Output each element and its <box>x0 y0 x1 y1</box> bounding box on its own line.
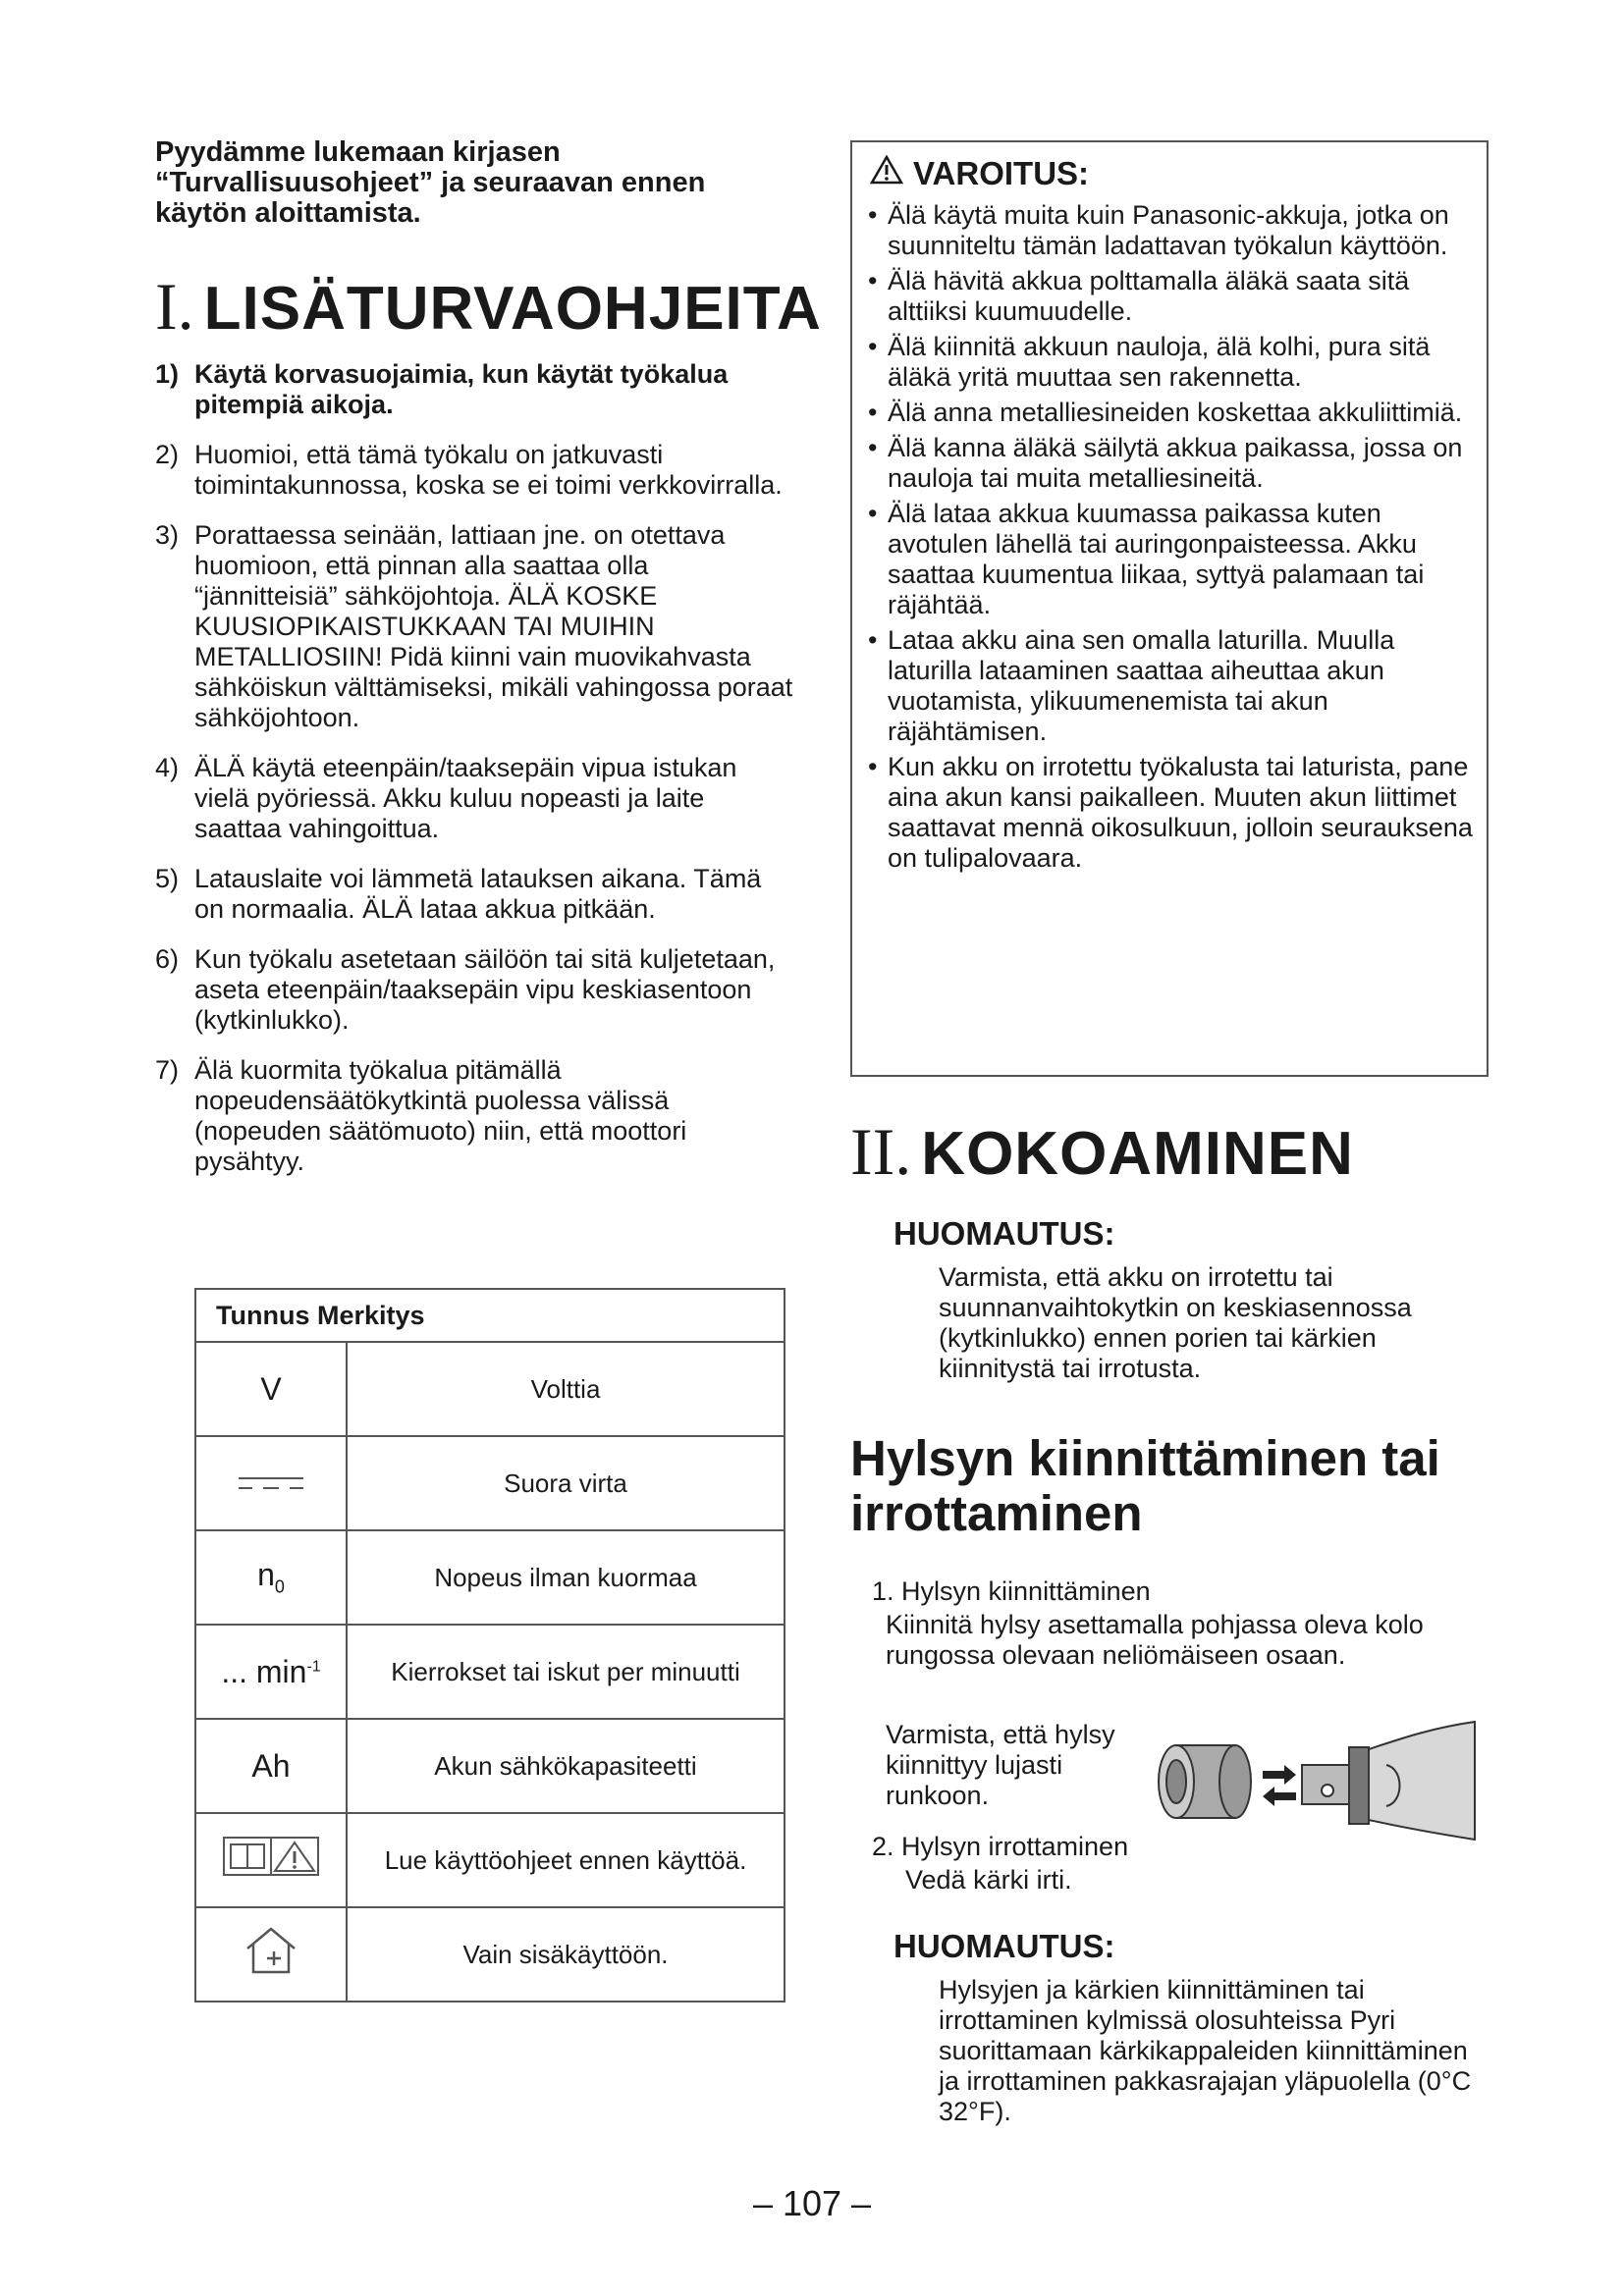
table-row <box>195 1719 785 1813</box>
warning-item: • Älä anna metalliesineiden koskettaa akkuliittimiä. <box>868 398 1477 428</box>
meaning-cell: Suora virta <box>347 1436 785 1530</box>
safety-item: 1) Käytä korvasuojaimia, kun käytät työkalua pitempiä aikoja. <box>155 359 729 419</box>
table-row <box>195 1625 785 1719</box>
warning-item: • Lataa akku aina sen omalla laturilla. Muulla laturilla lataaminen saattaa aiheuttaa akun vuotamista, ylikuumenemista tai akun räjähtämisen. <box>868 625 1477 747</box>
table-row <box>195 1530 785 1625</box>
section-1-roman: I <box>155 269 178 344</box>
indoor-only-icon <box>195 1907 347 2002</box>
assembly-subheading: Hylsyn kiinnittäminen tai irrottaminen <box>850 1430 1440 1541</box>
dc-icon <box>195 1436 347 1530</box>
safety-item: 7) Älä kuormita työkalua pitämällä nopeudensäätökytkintä puolessa välissä (nopeuden säätömuoto) niin, että moottori pysähtyy. <box>155 1055 687 1176</box>
table-row <box>195 1813 785 1907</box>
table-header-row <box>195 1289 785 1342</box>
section-1-heading: I . LISÄTURVAOHJEITA <box>155 269 822 344</box>
step-2-text: Vedä kärki irti. <box>905 1865 1072 1895</box>
warning-item: • Älä käytä muita kuin Panasonic-akkuja, jotka on suunniteltu tämän ladattavan työkalun käyttöön. <box>868 200 1477 261</box>
left-column <box>155 136 822 1197</box>
safety-item: 6) Kun työkalu asetetaan säilöön tai sitä kuljetetaan, aseta eteenpäin/taaksepäin vipu keskiasentoon (kytkinlukko). <box>155 944 776 1035</box>
section-1-title: LISÄTURVAOHJEITA <box>203 275 822 343</box>
warning-item: • Älä kiinnitä akkuun nauloja, älä kolhi, pura sitä äläkä yritä muuttaa sen rakennetta. <box>868 332 1477 393</box>
safety-item: 5) Latauslaite voi lämmetä latauksen aikana. Tämä on normaalia. ÄLÄ lataa akkua pitkään. <box>155 864 762 924</box>
page-number: – 107 – <box>752 2183 872 2223</box>
intro-text: Pyydämme lukemaan kirjasen “Turvallisuusohjeet” ja seuraavan ennen käytön aloittamista. <box>155 136 706 229</box>
warning-item: • Älä kanna äläkä säilytä akkua paikassa, jossa on nauloja tai muita metalliesineitä. <box>868 433 1477 494</box>
step-1-title: 1. Hylsyn kiinnittäminen <box>872 1576 1151 1606</box>
safety-item: 2) Huomioi, että tämä työkalu on jatkuvasti toimintakunnossa, koska se ei toimi verkkovirralla. <box>155 440 783 500</box>
symbol-amp-hour: Ah <box>195 1719 347 1813</box>
warning-triangle-icon <box>870 155 913 192</box>
table-row <box>195 1907 785 2002</box>
warning-item: • Älä hävitä akkua polttamalla äläkä saata sitä alttiiksi kuumuudelle. <box>868 266 1477 327</box>
meaning-cell: Lue käyttöohjeet ennen käyttöä. <box>347 1813 785 1907</box>
meaning-cell: Akun sähkökapasiteetti <box>347 1719 785 1813</box>
safety-item: 3) Porattaessa seinään, lattiaan jne. on otettava huomioon, että pinnan alla saattaa olla “jännitteisiä” sähköjohtoja. ÄLÄ KOSKE KUUSIOPIKAISTUKKAAN TAI MUIHIN METALLIOSIIN! Pidä kiinni vain muovikahvasta sähköiskun välttämiseksi, mikäli vahingossa poraat sähköjohtoon. <box>155 520 793 732</box>
symbol-per-minute: ... $\min^{-1}$ <box>195 1625 347 1719</box>
warning-heading <box>870 155 1089 192</box>
socket-attach-illustration <box>1147 1708 1481 1860</box>
note-1-label: HUOMAUTUS: <box>893 1215 1115 1252</box>
warning-item: • Älä lataa akkua kuumassa paikassa kuten avotulen lähellä tai auringonpaisteessa. Akku saattaa kuumentua liikaa, syttyä palamaan tai räjähtää. <box>868 499 1477 620</box>
table-row <box>195 1342 785 1436</box>
section-2-roman: II <box>850 1114 895 1189</box>
section-2-title: KOKOAMINEN <box>921 1120 1354 1188</box>
warning-list <box>868 200 1477 879</box>
read-manual-icon <box>195 1813 347 1907</box>
warning-title: VAROITUS: <box>913 155 1090 191</box>
meaning-cell: Vain sisäkäyttöön. <box>347 1907 785 2002</box>
section-2-heading: II . KOKOAMINEN <box>850 1114 1354 1189</box>
note-2-label: HUOMAUTUS: <box>893 1928 1115 1964</box>
step-2-title: 2. Hylsyn irrottaminen <box>872 1832 1129 1861</box>
meaning-cell: Kierrokset tai iskut per minuutti <box>347 1625 785 1719</box>
step-1-check: Varmista, että hylsy kiinnittyy lujasti runkoon. <box>886 1720 1115 1810</box>
safety-list <box>155 359 797 1177</box>
note-2-text: Hylsyjen ja kärkien kiinnittäminen tai irrottaminen kylmissä olosuhteissa Pyri suorittamaan kärkikappaleiden kiinnittäminen ja irrottaminen pakkasrajajan yläpuolella (0°C 32°F). <box>939 1975 1472 2126</box>
meaning-cell: Volttia <box>347 1342 785 1436</box>
warning-item: • Kun akku on irrotettu työkalusta tai laturista, pane aina akun kansi paikalleen. Muuten akun liittimet saattavat mennä oikosulkuun, jolloin seurauksena on tulipalovaara. <box>868 752 1477 874</box>
meaning-cell: Nopeus ilman kuormaa <box>347 1530 785 1625</box>
safety-item: 4) ÄLÄ käytä eteenpäin/taaksepäin vipua istukan vielä pyöriessä. Akku kuluu nopeasti ja laite saattaa vahingoittua. <box>155 753 737 843</box>
table-row <box>195 1436 785 1530</box>
step-1-text: Kiinnitä hylsy asettamalla pohjassa oleva kolo rungossa olevaan neliömäiseen osaan. <box>886 1610 1424 1670</box>
symbol-no-load-speed: $n_0$ <box>195 1530 347 1625</box>
note-1-text: Varmista, että akku on irrotettu tai suunnanvaihtokytkin on keskiasennossa (kytkinlukko) ennen porien tai kärkien kiinnitystä tai irrotusta. <box>939 1262 1412 1383</box>
table-header: Tunnus Merkitys <box>195 1289 785 1342</box>
symbol-table <box>194 1288 785 2002</box>
symbol-volt: V <box>195 1342 347 1436</box>
